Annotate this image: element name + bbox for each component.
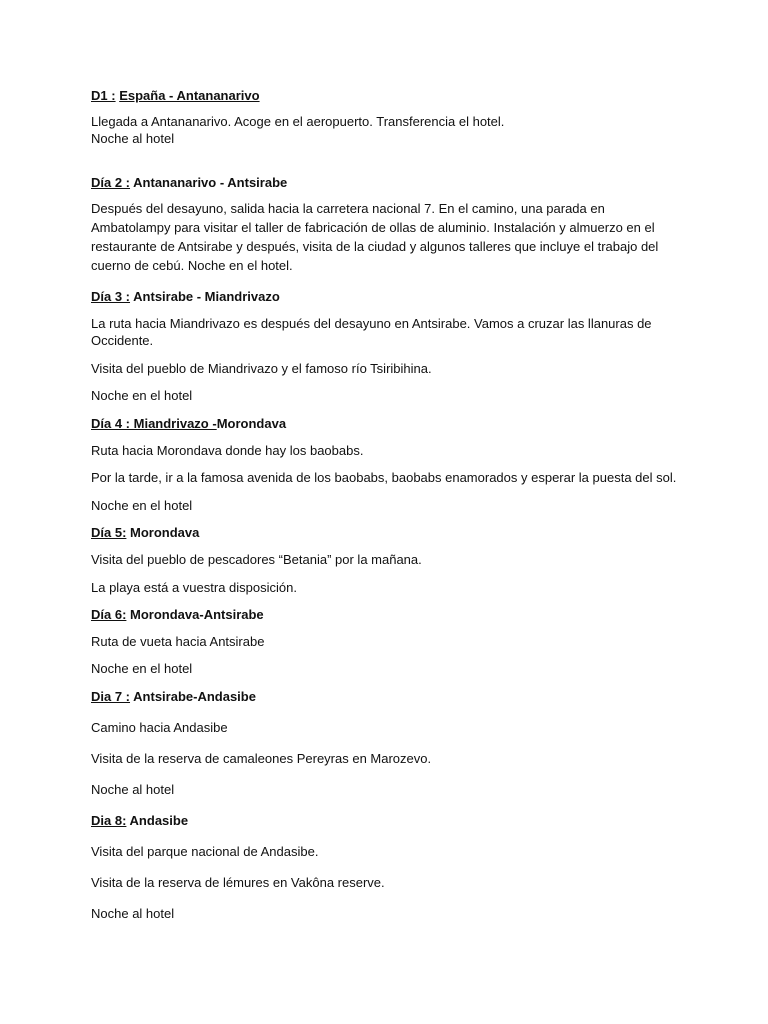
day-7-text-3: Noche al hotel [91, 782, 175, 797]
day-8-text-3: Noche al hotel [91, 906, 175, 921]
day-6-heading [91, 605, 691, 624]
day-5-text-2: La playa está a vuestra disposición. [91, 580, 297, 595]
day-8-heading [91, 811, 691, 830]
day-7-route: Antsirabe-Andasibe [133, 689, 256, 704]
day-4-label: Día 4 : Miandrivazo - [91, 416, 217, 431]
day-5-text-1: Visita del pueblo de pescadores “Betania” por la mañana. [91, 552, 422, 567]
day-1-route: España - Antananarivo [119, 88, 260, 103]
day-7-label: Dia 7 : [91, 689, 131, 704]
day-8-label: Dia 8: [91, 813, 127, 828]
day-6-text-2: Noche en el hotel [91, 661, 193, 676]
day-7-text-1: Camino hacia Andasibe [91, 720, 228, 735]
day-4-text-2: Por la tarde, ir a la famosa avenida de los baobabs, baobabs enamorados y esperar la puesta del sol. [91, 470, 677, 485]
day-2-text-1: Después del desayuno, salida hacia la carretera nacional 7. En el camino, una parada en [91, 201, 605, 216]
day-2-text-2: Ambatolampy para visitar el taller de fabricación de ollas de aluminio. Instalación y almuerzo en el [91, 220, 655, 235]
day-1-heading [91, 86, 691, 105]
day-3-label: Día 3 : [91, 289, 131, 304]
day-4-route: Morondava [216, 416, 287, 431]
day-5-route: Morondava [130, 525, 200, 540]
day-7-heading [91, 687, 691, 706]
day-4-heading [91, 414, 691, 433]
day-2-text-4: cuerno de cebú. Noche en el hotel. [91, 258, 293, 273]
day-5-label: Día 5: [91, 525, 127, 540]
day-6-text-1: Ruta de vueta hacia Antsirabe [91, 634, 265, 649]
day-3-text-2: Occidente. [91, 333, 154, 348]
day-3-heading [91, 287, 691, 306]
day-5-heading [91, 523, 691, 542]
day-8-route: Andasibe [129, 813, 189, 828]
day-8-text-2: Visita de la reserva de lémures en Vakôna reserve. [91, 875, 385, 890]
day-2-text-3: restaurante de Antsirabe y después, visita de la ciudad y algunos talleres que incluye el trabajo del [91, 239, 659, 254]
day-3-text-3: Visita del pueblo de Miandrivazo y el famoso río Tsiribihina. [91, 361, 432, 376]
day-4-text-3: Noche en el hotel [91, 498, 193, 513]
day-1-text-2: Noche al hotel [91, 131, 175, 146]
day-6-route: Morondava-Antsirabe [130, 607, 264, 622]
day-2-route: Antananarivo - Antsirabe [133, 175, 288, 190]
day-3-text-1: La ruta hacia Miandrivazo es después del desayuno en Antsirabe. Vamos a cruzar las llanuras de [91, 316, 652, 331]
day-1-label: D1 : [91, 88, 116, 103]
day-2-heading [91, 173, 691, 192]
day-2-label: Día 2 : [91, 175, 131, 190]
day-4-text-1: Ruta hacia Morondava donde hay los baobabs. [91, 443, 364, 458]
day-8-text-1: Visita del parque nacional de Andasibe. [91, 844, 319, 859]
day-1-text-1: Llegada a Antananarivo. Acoge en el aeropuerto. Transferencia el hotel. [91, 114, 505, 129]
day-3-text-4: Noche en el hotel [91, 388, 193, 403]
day-3-route: Antsirabe - Miandrivazo [133, 289, 280, 304]
day-6-label: Día 6: [91, 607, 127, 622]
day-7-text-2: Visita de la reserva de camaleones Pereyras en Marozevo. [91, 751, 432, 766]
